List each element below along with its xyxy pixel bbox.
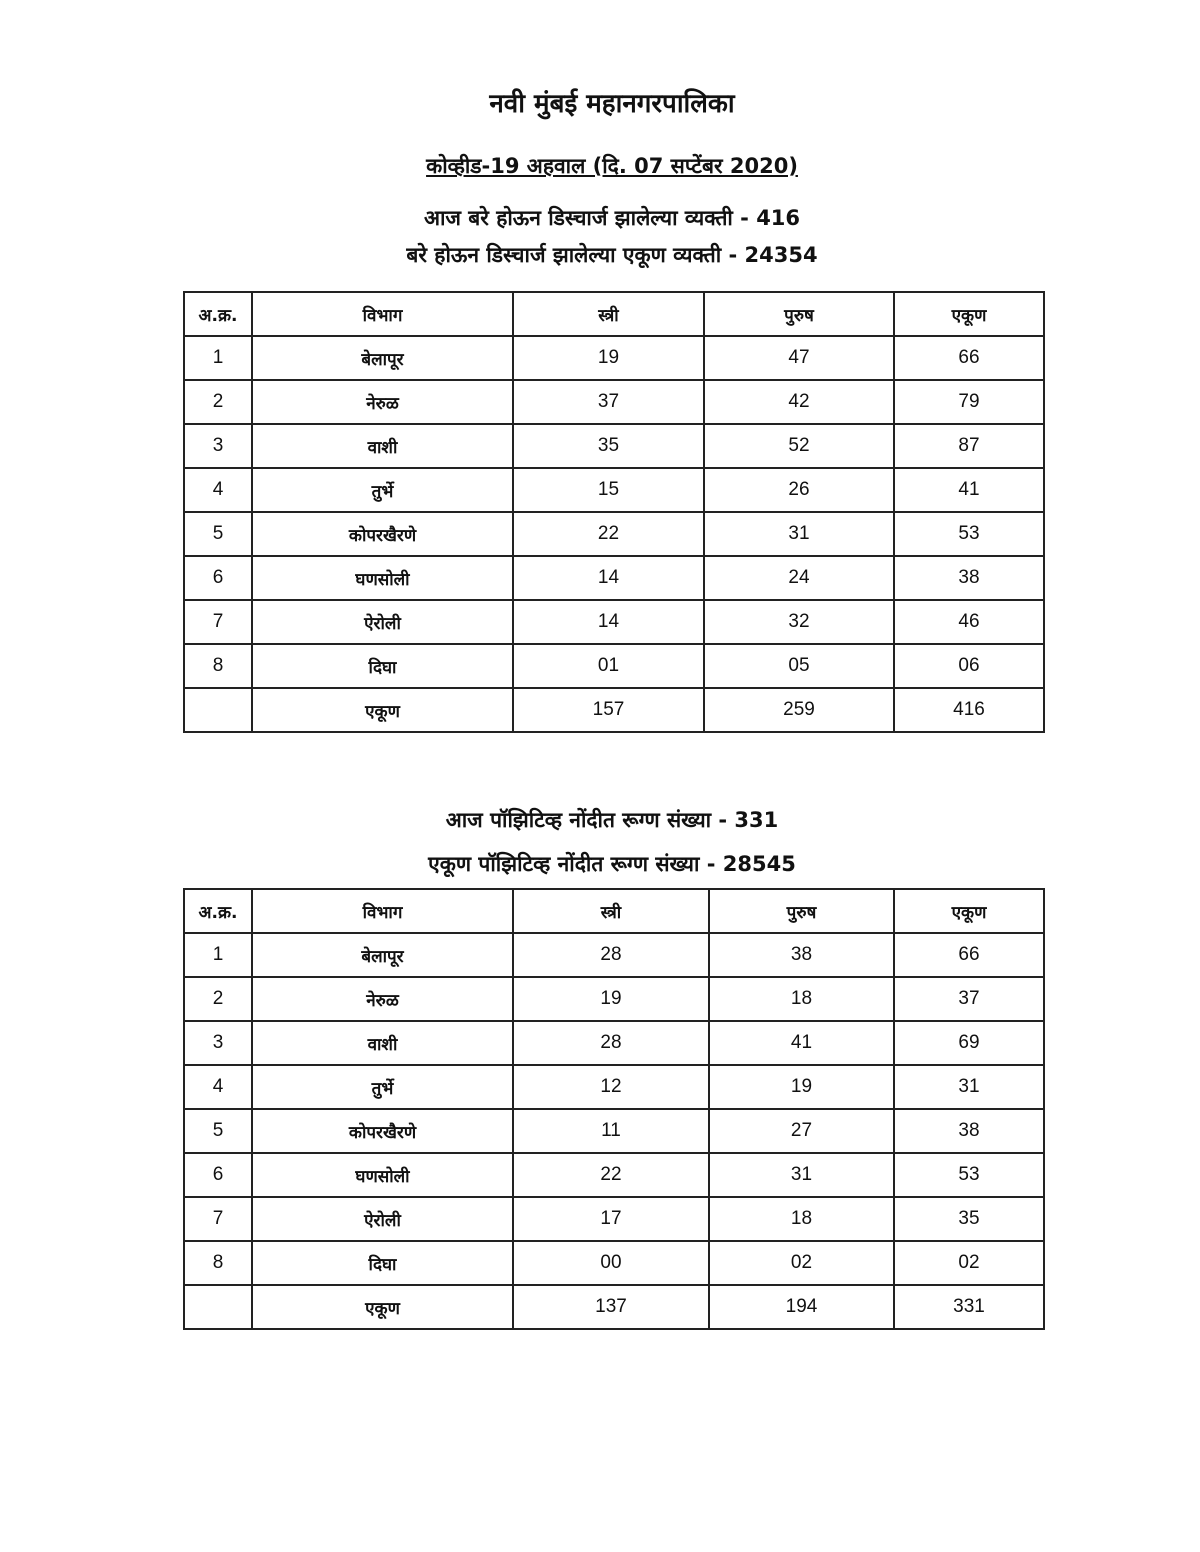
table-row: [184, 336, 1044, 380]
discharged-total-line: बरे होऊन डिस्चार्ज झालेल्या एकूण व्यक्ती - 24354: [406, 243, 818, 267]
table-row: [184, 468, 1044, 512]
ward-cell: दिघा: [252, 1241, 513, 1285]
ward-cell: नेरुळ: [252, 380, 513, 424]
female-cell: 11: [513, 1109, 709, 1153]
totals-total-cell: 331: [894, 1285, 1044, 1329]
female-cell: 17: [513, 1197, 709, 1241]
serial-cell: 7: [184, 1197, 252, 1241]
ward-cell: नेरुळ: [252, 977, 513, 1021]
serial-cell: 7: [184, 600, 252, 644]
report-title: कोव्हीड-19 अहवाल (दि. 07 सप्टेंबर 2020): [426, 154, 798, 178]
female-cell: 01: [513, 644, 704, 688]
table-row: [184, 512, 1044, 556]
serial-cell: 1: [184, 933, 252, 977]
table-row: [184, 977, 1044, 1021]
table-row: [184, 424, 1044, 468]
table-header-row: [184, 889, 1044, 933]
column-header-male: पुरुष: [709, 889, 894, 933]
female-cell: 14: [513, 600, 704, 644]
table-row: [184, 1065, 1044, 1109]
male-cell: 27: [709, 1109, 894, 1153]
total-cell: 06: [894, 644, 1044, 688]
male-cell: 42: [704, 380, 894, 424]
total-cell: 87: [894, 424, 1044, 468]
female-cell: 14: [513, 556, 704, 600]
male-cell: 47: [704, 336, 894, 380]
male-cell: 38: [709, 933, 894, 977]
ward-cell: दिघा: [252, 644, 513, 688]
ward-cell: तुर्भे: [252, 468, 513, 512]
totals-male-cell: 259: [704, 688, 894, 732]
totals-row: [184, 1285, 1044, 1329]
male-cell: 24: [704, 556, 894, 600]
ward-cell: वाशी: [252, 1021, 513, 1065]
female-cell: 22: [513, 512, 704, 556]
male-cell: 32: [704, 600, 894, 644]
column-header-ward: विभाग: [252, 889, 513, 933]
total-cell: 53: [894, 512, 1044, 556]
column-header-total: एकूण: [894, 889, 1044, 933]
total-cell: 79: [894, 380, 1044, 424]
serial-cell: 8: [184, 1241, 252, 1285]
table-row: [184, 644, 1044, 688]
table-row: [184, 1153, 1044, 1197]
totals-male-cell: 194: [709, 1285, 894, 1329]
table-row: [184, 1241, 1044, 1285]
discharged-today-line: आज बरे होऊन डिस्चार्ज झालेल्या व्यक्ती - 416: [423, 206, 801, 230]
totals-ward-cell: एकूण: [252, 688, 513, 732]
total-cell: 35: [894, 1197, 1044, 1241]
ward-cell: कोपरखैरणे: [252, 512, 513, 556]
ward-cell: ऐरोली: [252, 1197, 513, 1241]
serial-cell: 4: [184, 1065, 252, 1109]
serial-cell: 8: [184, 644, 252, 688]
male-cell: 31: [704, 512, 894, 556]
female-cell: 19: [513, 977, 709, 1021]
serial-cell: 3: [184, 424, 252, 468]
column-header-serial: अ.क्र.: [184, 889, 252, 933]
totals-ward-cell: एकूण: [252, 1285, 513, 1329]
discharged-table: [183, 291, 1045, 733]
column-header-female: स्त्री: [513, 889, 709, 933]
serial-cell: 5: [184, 512, 252, 556]
female-cell: 12: [513, 1065, 709, 1109]
total-cell: 66: [894, 336, 1044, 380]
male-cell: 18: [709, 977, 894, 1021]
table-header-row: [184, 292, 1044, 336]
male-cell: 31: [709, 1153, 894, 1197]
page-title: नवी मुंबई महानगरपालिका: [489, 89, 735, 119]
total-cell: 69: [894, 1021, 1044, 1065]
female-cell: 28: [513, 933, 709, 977]
total-cell: 02: [894, 1241, 1044, 1285]
serial-cell: 3: [184, 1021, 252, 1065]
positive-today-line: आज पॉझिटिव्ह नोंदीत रूग्ण संख्या - 331: [445, 808, 779, 832]
female-cell: 35: [513, 424, 704, 468]
total-cell: 53: [894, 1153, 1044, 1197]
total-cell: 66: [894, 933, 1044, 977]
serial-cell: 4: [184, 468, 252, 512]
total-cell: 41: [894, 468, 1044, 512]
ward-cell: ऐरोली: [252, 600, 513, 644]
serial-cell: 6: [184, 1153, 252, 1197]
column-header-male: पुरुष: [704, 292, 894, 336]
column-header-total: एकूण: [894, 292, 1044, 336]
female-cell: 19: [513, 336, 704, 380]
ward-cell: कोपरखैरणे: [252, 1109, 513, 1153]
table-row: [184, 1109, 1044, 1153]
male-cell: 52: [704, 424, 894, 468]
table-row: [184, 1021, 1044, 1065]
serial-cell: 1: [184, 336, 252, 380]
totals-total-cell: 416: [894, 688, 1044, 732]
serial-cell: 5: [184, 1109, 252, 1153]
female-cell: 37: [513, 380, 704, 424]
male-cell: 41: [709, 1021, 894, 1065]
table-row: [184, 380, 1044, 424]
table-row: [184, 933, 1044, 977]
serial-cell: 6: [184, 556, 252, 600]
column-header-ward: विभाग: [252, 292, 513, 336]
serial-cell: 2: [184, 977, 252, 1021]
positive-total-line: एकूण पॉझिटिव्ह नोंदीत रूग्ण संख्या - 28545: [428, 852, 796, 876]
male-cell: 18: [709, 1197, 894, 1241]
male-cell: 02: [709, 1241, 894, 1285]
ward-cell: बेलापूर: [252, 336, 513, 380]
ward-cell: घणसोली: [252, 1153, 513, 1197]
table-row: [184, 600, 1044, 644]
ward-cell: घणसोली: [252, 556, 513, 600]
total-cell: 31: [894, 1065, 1044, 1109]
female-cell: 22: [513, 1153, 709, 1197]
total-cell: 37: [894, 977, 1044, 1021]
ward-cell: बेलापूर: [252, 933, 513, 977]
total-cell: 38: [894, 556, 1044, 600]
totals-serial-cell: [184, 1285, 252, 1329]
total-cell: 46: [894, 600, 1044, 644]
serial-cell: 2: [184, 380, 252, 424]
table-row: [184, 556, 1044, 600]
column-header-serial: अ.क्र.: [184, 292, 252, 336]
female-cell: 15: [513, 468, 704, 512]
table-row: [184, 1197, 1044, 1241]
totals-female-cell: 157: [513, 688, 704, 732]
totals-row: [184, 688, 1044, 732]
male-cell: 26: [704, 468, 894, 512]
column-header-female: स्त्री: [513, 292, 704, 336]
ward-cell: वाशी: [252, 424, 513, 468]
male-cell: 19: [709, 1065, 894, 1109]
female-cell: 00: [513, 1241, 709, 1285]
female-cell: 28: [513, 1021, 709, 1065]
totals-serial-cell: [184, 688, 252, 732]
positive-table: [183, 888, 1045, 1330]
totals-female-cell: 137: [513, 1285, 709, 1329]
total-cell: 38: [894, 1109, 1044, 1153]
ward-cell: तुर्भे: [252, 1065, 513, 1109]
male-cell: 05: [704, 644, 894, 688]
